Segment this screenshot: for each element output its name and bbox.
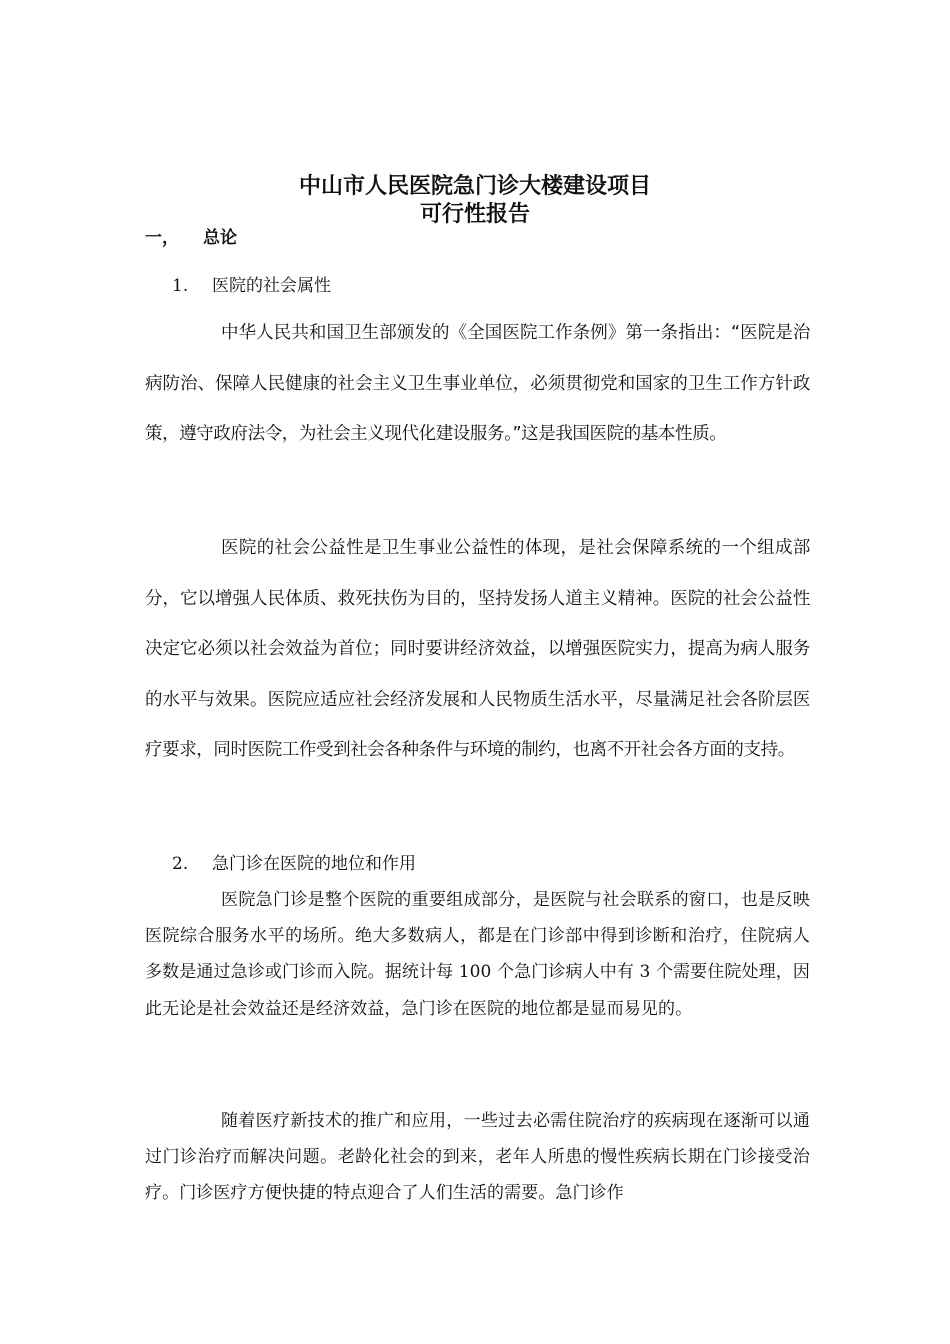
- section-label: 总论: [203, 228, 237, 248]
- paragraph: 随着医疗新技术的推广和应用，一些过去必需住院治疗的疾病现在逐渐可以通过门诊治疗而解决问题。老龄化社会的到来，老年人所患的慢性疾病长期在门诊接受治疗。门诊医疗方便快捷的特点迎合了人们生活的需要。急门诊作: [145, 1111, 810, 1204]
- section-number: 一，: [145, 228, 179, 248]
- document-subtitle: 可行性报告: [419, 202, 530, 227]
- subsection-heading-1: [172, 274, 331, 298]
- paragraph: 中华人民共和国卫生部颁发的《全国医院工作条例》第一条指出：“医院是治病防治、保障人民健康的社会主义卫生事业单位，必须贯彻党和国家的卫生工作方针政策，遵守政府法令，为社会主义现代化建设服务。”这是我国医院的基本性质。: [145, 323, 810, 444]
- subsection-heading-2: [172, 852, 416, 876]
- document-title: 中山市人民医院急门诊大楼建设项目: [298, 174, 651, 199]
- paragraph: 医院急门诊是整个医院的重要组成部分，是医院与社会联系的窗口，也是反映医院综合服务水平的场所。绝大多数病人，都是在门诊部中得到诊断和治疗，住院病人多数是通过急诊或门诊而入院。据统计每 100 个急门诊病人中有 3 个需要住院处理，因此无论是社会效益还是经济效益，急门诊在医院的地位都是显而易见的。: [145, 890, 810, 1019]
- section-heading: [145, 226, 237, 250]
- subsection-number: 2.: [172, 854, 189, 874]
- paragraph: 医院的社会公益性是卫生事业公益性的体现，是社会保障系统的一个组成部分，它以增强人民体质、救死扶伤为目的，坚持发扬人道主义精神。医院的社会公益性决定它必须以社会效益为首位；同时要讲经济效益，以增强医院实力，提高为病人服务的水平与效果。医院应适应社会经济发展和人民物质生活水平，尽量满足社会各阶层医疗要求，同时医院工作受到社会各种条件与环境的制约，也离不开社会各方面的支持。: [145, 538, 810, 760]
- subsection-label: 医院的社会属性: [212, 276, 331, 296]
- subsection-number: 1.: [172, 276, 189, 296]
- subsection-label: 急门诊在医院的地位和作用: [212, 854, 416, 874]
